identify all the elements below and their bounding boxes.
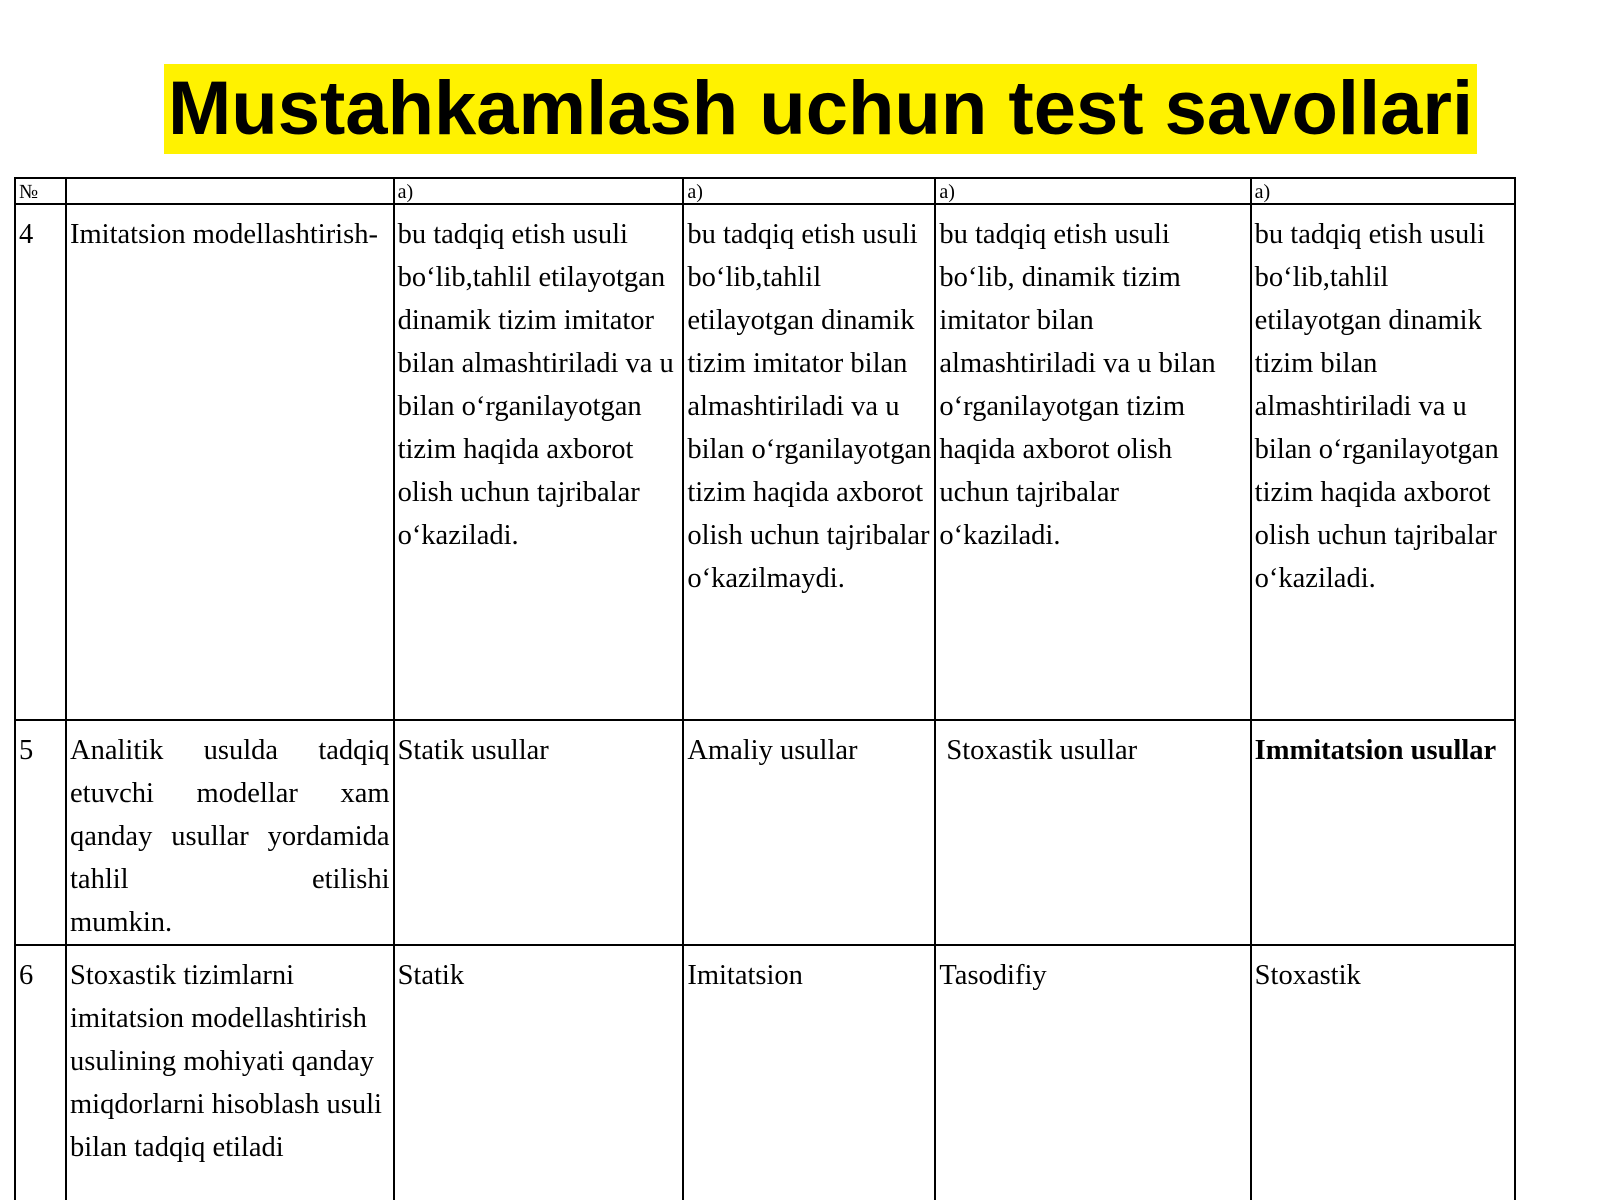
question-text: Imitatsion modellashtirish- [66,204,394,720]
header-question [66,178,394,204]
answer-option[interactable]: Amaliy usullar [683,720,935,945]
answer-option[interactable]: bu tadqiq etish usuli bo‘lib,tahlil etilayotgan dinamik tizim bilan almashtiriladi va u bilan o‘rganilayotgan tizim haqida axborot olish uchun tajribalar o‘kaziladi. [1251,204,1515,720]
answer-option[interactable]: bu tadqiq etish usuli bo‘lib,tahlil etilayotgan dinamik tizim imitator bilan almashtiriladi va u bilan o‘rganilayotgan tizim haqida axborot olish uchun tajribalar o‘kazilmaydi. [683,204,935,720]
answer-option[interactable]: Stoxastik [1251,945,1515,1200]
answer-option-correct[interactable]: Immitatsion usullar [1251,720,1515,945]
header-number: № [15,178,66,204]
table-row [15,204,1515,720]
page-title: Mustahkamlash uchun test savollari [164,64,1477,154]
answer-option[interactable]: bu tadqiq etish usuli bo‘lib, dinamik tizim imitator bilan almashtiriladi va u bilan o‘rganilayotgan tizim haqida axborot olish uchun tajribalar o‘kaziladi. [935,204,1250,720]
test-questions-table [14,177,1516,1200]
answer-option[interactable]: Statik [394,945,684,1200]
answer-option[interactable]: Statik usullar [394,720,684,945]
answer-option[interactable]: Tasodifiy [935,945,1250,1200]
question-number: 6 [15,945,66,1200]
table-row [15,945,1515,1200]
header-option: a) [394,178,684,204]
header-option: a) [1251,178,1515,204]
question-text [66,720,394,945]
question-text: Stoxastik tizimlarni imitatsion modellashtirish usulining mohiyati qanday miqdorlarni hisoblash usuli bilan tadqiq etiladi [66,945,394,1200]
question-text-main: Analitik usulda tadqiq etuvchi modellar xam qanday usullar yordamida tahlil etilishi [70,735,390,895]
answer-option[interactable]: Imitatsion [683,945,935,1200]
question-number: 4 [15,204,66,720]
header-option: a) [683,178,935,204]
table-row [15,720,1515,945]
question-text-end: mumkin. [70,907,173,938]
question-number: 5 [15,720,66,945]
answer-option[interactable]: Stoxastik usullar [935,720,1250,945]
header-option: a) [935,178,1250,204]
answer-option[interactable]: bu tadqiq etish usuli bo‘lib,tahlil etilayotgan dinamik tizim imitator bilan almashtiriladi va u bilan o‘rganilayotgan tizim haqida axborot olish uchun tajribalar o‘kaziladi. [394,204,684,720]
table-header-row [15,178,1515,204]
